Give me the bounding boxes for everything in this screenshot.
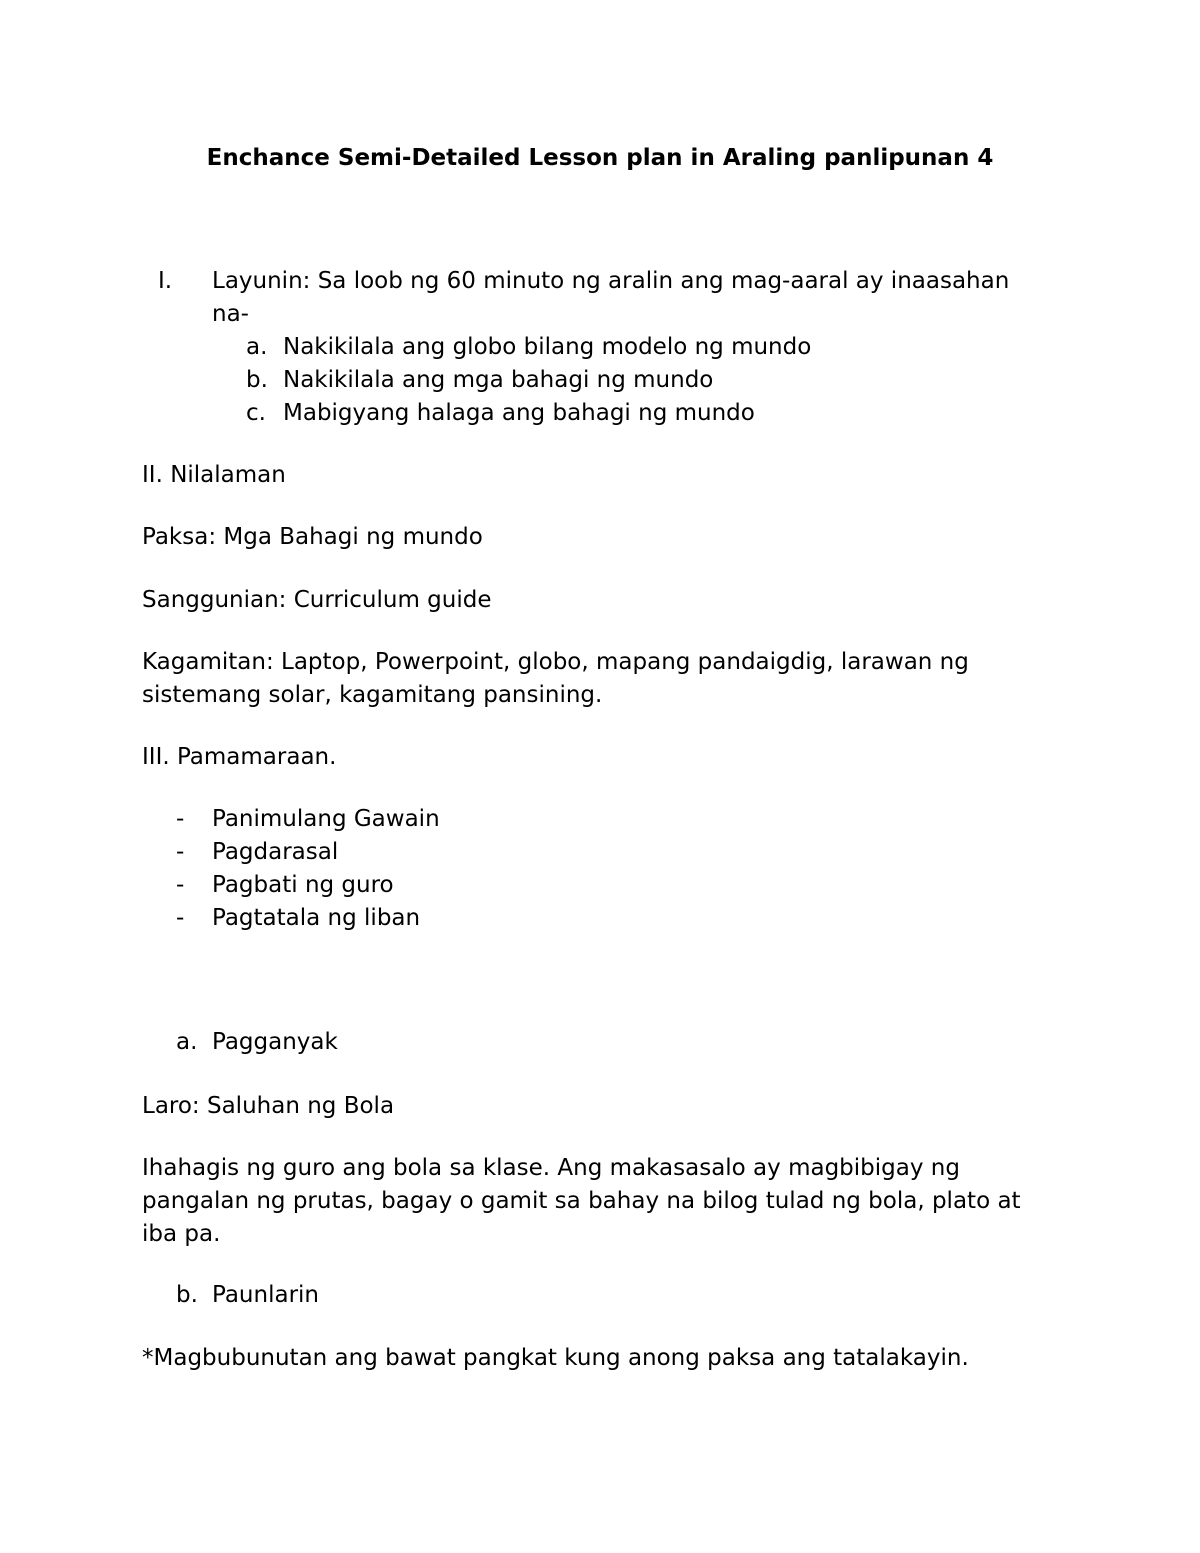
objective-marker: b.	[246, 367, 268, 393]
sanggunian-line: Sanggunian: Curriculum guide	[142, 587, 492, 613]
step-item: Panimulang Gawain	[212, 806, 440, 832]
laro-description-cont: pangalan ng prutas, bagay o gamit sa bahay na bilog tulad ng bola, plato at	[142, 1188, 1021, 1214]
objective-item: Nakikilala ang globo bilang modelo ng mundo	[283, 334, 812, 360]
step-item: Pagdarasal	[212, 839, 339, 865]
subsection-a-marker: a.	[176, 1029, 198, 1055]
step-bullet: -	[176, 839, 185, 865]
paksa-line: Paksa: Mga Bahagi ng mundo	[142, 524, 483, 550]
document-title: Enchance Semi-Detailed Lesson plan in Araling panlipunan 4	[206, 145, 994, 171]
objective-marker: c.	[246, 400, 266, 426]
laro-line: Laro: Saluhan ng Bola	[142, 1093, 395, 1119]
instruction-note: *Magbubunutan ang bawat pangkat kung anong paksa ang tatalakayin.	[142, 1345, 969, 1371]
objective-item: Nakikilala ang mga bahagi ng mundo	[283, 367, 714, 393]
laro-description-end: iba pa.	[142, 1221, 221, 1247]
subsection-b-label: Paunlarin	[212, 1282, 319, 1308]
step-item: Pagbati ng guro	[212, 872, 394, 898]
step-item: Pagtatala ng liban	[212, 905, 421, 931]
section-3-heading: III. Pamamaraan.	[142, 744, 337, 770]
step-bullet: -	[176, 806, 185, 832]
section-2-heading: II. Nilalaman	[142, 462, 286, 488]
kagamitan-line: Kagamitan: Laptop, Powerpoint, globo, mapang pandaigdig, larawan ng	[142, 649, 969, 675]
subsection-b-marker: b.	[176, 1282, 198, 1308]
step-bullet: -	[176, 905, 185, 931]
kagamitan-line-cont: sistemang solar, kagamitang pansining.	[142, 682, 603, 708]
section-1-objective-intro: Layunin: Sa loob ng 60 minuto ng aralin ang mag-aaral ay inaasahan	[212, 268, 1010, 294]
section-1-objective-intro-cont: na-	[212, 301, 249, 327]
objective-marker: a.	[246, 334, 268, 360]
laro-description: Ihahagis ng guro ang bola sa klase. Ang makasasalo ay magbibigay ng	[142, 1155, 960, 1181]
section-1-numeral: I.	[158, 268, 173, 294]
subsection-a-label: Pagganyak	[212, 1029, 338, 1055]
step-bullet: -	[176, 872, 185, 898]
objective-item: Mabigyang halaga ang bahagi ng mundo	[283, 400, 755, 426]
